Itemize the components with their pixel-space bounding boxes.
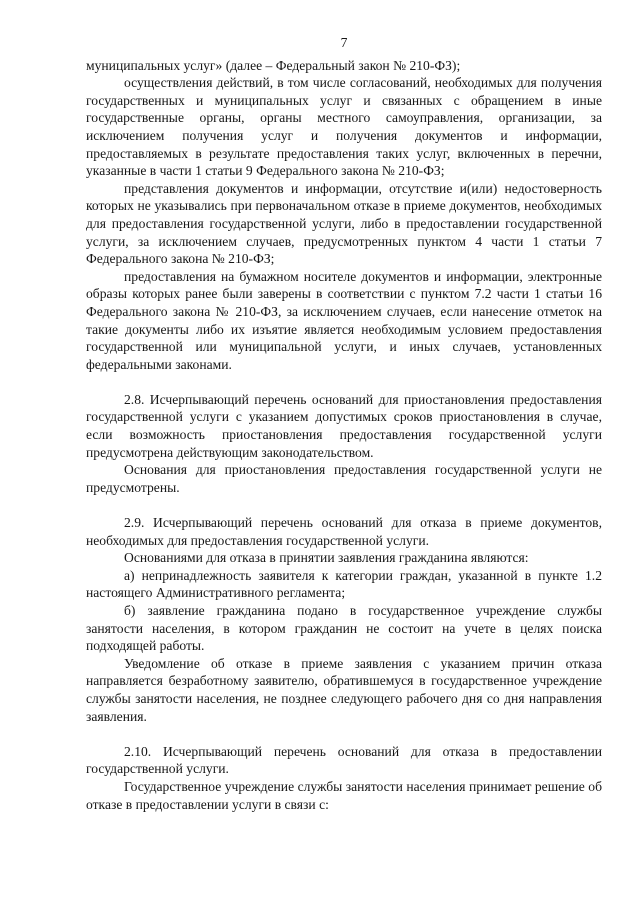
paragraph-spacer <box>86 725 602 743</box>
page-number: 7 <box>340 35 348 50</box>
paragraph: Основаниями для отказа в принятии заявления гражданина являются: <box>124 550 529 566</box>
paragraph: 2.8. Исчерпывающий перечень оснований для приостановления предоставления государственной услуги с указанием допустимых сроков приостановления в случае, если возможность приостановления предоставления государственной услуги предусмотрена действующим законодательством. <box>86 391 602 460</box>
paragraph: Уведомление об отказе в приеме заявления с указанием причин отказа направляется безработному заявителю, обратившемуся в государственное учреждение службы занятости населения, не позднее следующего рабочего дня со дня направления заявления. <box>86 655 602 724</box>
paragraph: предоставления на бумажном носителе документов и информации, электронные образы которых ранее были заверены в соответствии с пунктом 7.2 части 1 статьи 16 Федерального закона № 210-ФЗ, за исключением случаев, если нанесение отметок на такие документы либо их изъятие является необходимым условием предоставления государственной или муниципальной услуги, и иных случаев, установленных федеральными законами. <box>86 268 602 372</box>
paragraph-spacer <box>86 496 602 514</box>
document-body <box>86 57 602 814</box>
paragraph: представления документов и информации, отсутствие и(или) недостоверность которых не указывались при первоначальном отказе в приеме документов, необходимых для предоставления государственной услуги, либо в предоставлении государственной услуги, за исключением случаев, предусмотренных пунктом 4 части 1 статьи 7 Федерального закона № 210-ФЗ; <box>86 180 602 267</box>
paragraph: муниципальных услуг» (далее – Федеральный закон № 210-ФЗ); <box>86 57 461 73</box>
paragraph: 2.9. Исчерпывающий перечень оснований для отказа в приеме документов, необходимых для предоставления государственной услуги. <box>86 515 602 548</box>
paragraph: 2.10. Исчерпывающий перечень оснований для отказа в предоставлении государственной услуги. <box>86 743 602 777</box>
paragraph-spacer <box>86 373 602 391</box>
document-page <box>86 34 602 813</box>
paragraph: б) заявление гражданина подано в государственное учреждение службы занятости населения, в котором гражданин не состоит на учете в целях поиска подходящей работы. <box>86 603 602 654</box>
paragraph: Государственное учреждение службы занятости населения принимает решение об отказе в предоставлении услуги в связи с: <box>86 778 602 812</box>
paragraph: Основания для приостановления предоставления государственной услуги не предусмотрены. <box>86 462 602 495</box>
paragraph: осуществления действий, в том числе согласований, необходимых для получения государственных и муниципальных услуг и связанных с обращением в иные государственные органы, органы местного самоуправления, организации, за исключением получения услуг и получения документов и информации, предоставляемых в результате предоставления таких услуг, включенных в перечни, указанные в части 1 статьи 9 Федерального закона № 210-ФЗ; <box>86 75 602 179</box>
paragraph: а) непринадлежность заявителя к категории граждан, указанной в пункте 1.2 настоящего Административного регламента; <box>86 567 602 601</box>
